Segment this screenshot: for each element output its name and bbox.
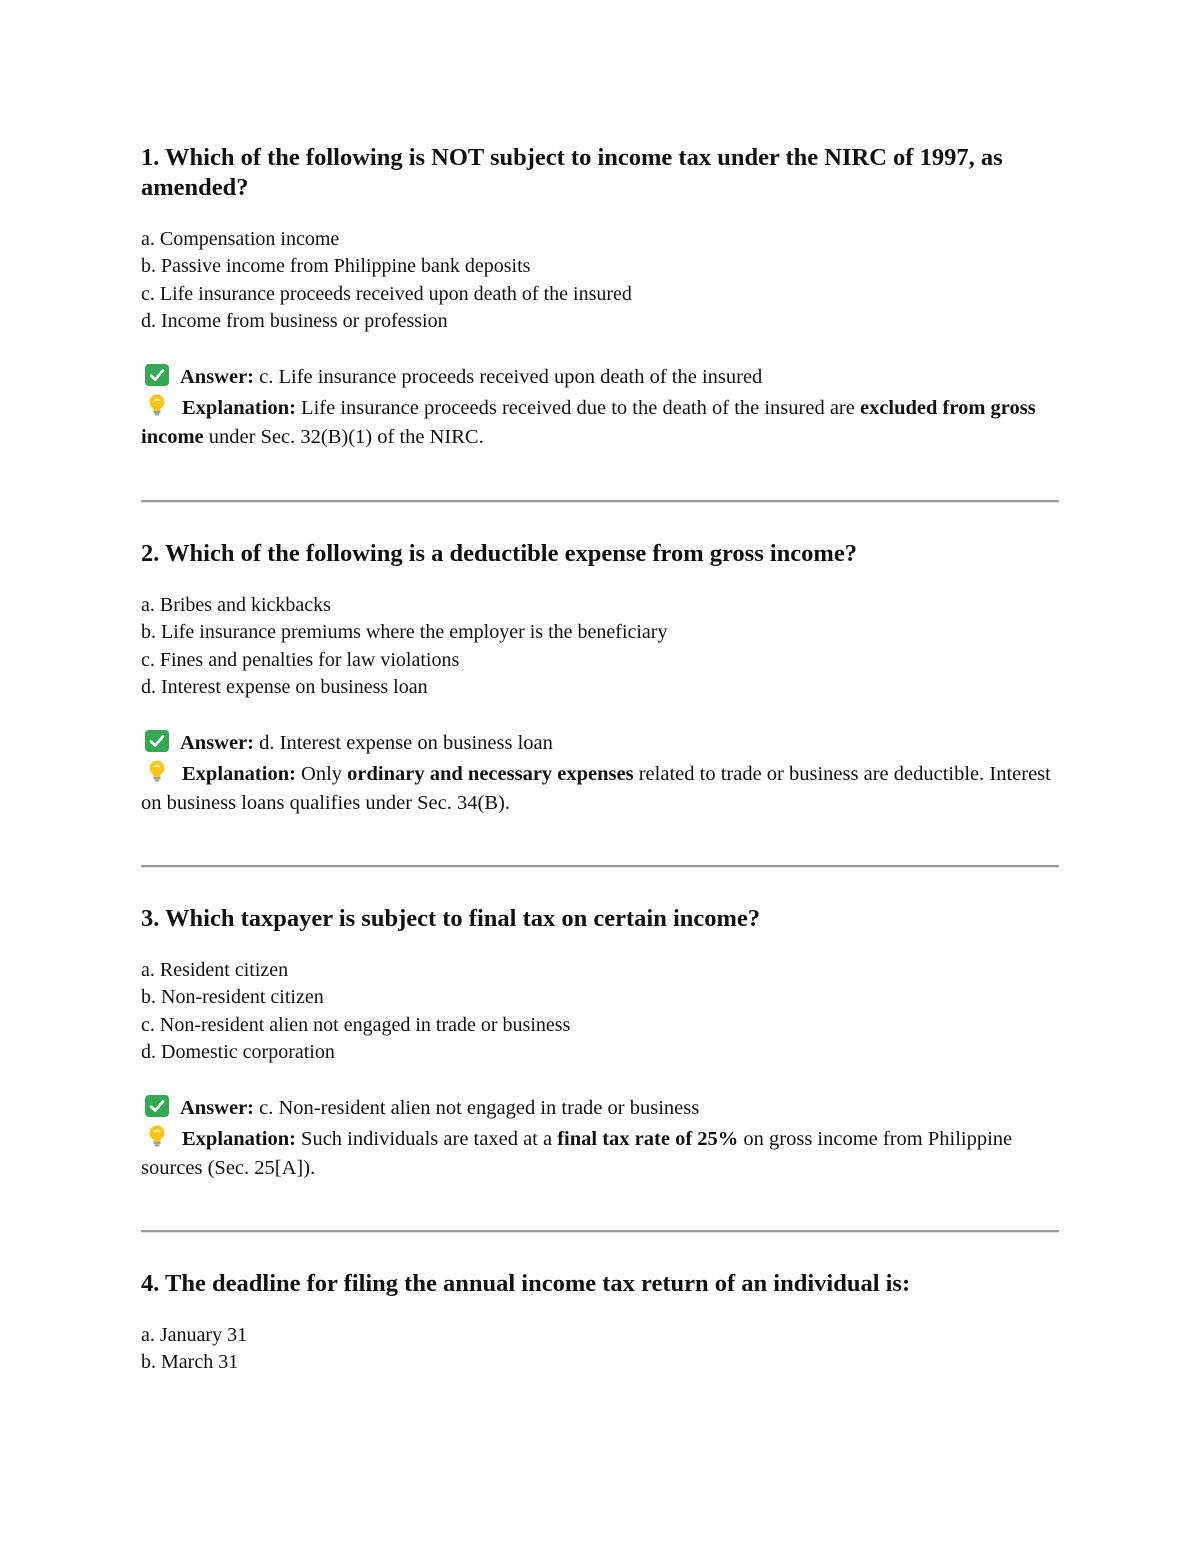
explanation-text-1: Only <box>295 762 348 785</box>
explanation-line <box>141 393 1059 453</box>
question-3 <box>141 904 1059 1184</box>
explanation-line <box>141 759 1059 819</box>
answer-text: c. Non-resident alien not engaged in trade or business <box>254 1097 700 1120</box>
option-c: c. Life insurance proceeds received upon death of the insured <box>141 282 632 305</box>
section-divider <box>141 1230 1059 1233</box>
explanation-line <box>141 1124 1059 1184</box>
question-2 <box>141 539 1059 819</box>
light-bulb-icon <box>146 393 168 417</box>
explanation-emphasis: final tax rate of 25% <box>557 1127 739 1150</box>
question-4 <box>141 1269 1059 1377</box>
option-d: d. Interest expense on business loan <box>141 675 428 698</box>
explanation-text-2: on gross income from Philippine sources (Sec. 25[A]). <box>141 1127 1013 1180</box>
section-divider <box>141 500 1059 503</box>
answer-block <box>141 729 1059 819</box>
section-divider <box>141 865 1059 868</box>
option-b: b. Life insurance premiums where the employer is the beneficiary <box>141 621 668 644</box>
option-b: b. Passive income from Philippine bank deposits <box>141 255 531 278</box>
answer-line <box>141 1094 1059 1124</box>
answer-text: d. Interest expense on business loan <box>254 732 553 755</box>
option-a: a. Resident citizen <box>141 959 289 981</box>
answer-line <box>141 729 1059 759</box>
explanation-label: Explanation: <box>182 396 296 419</box>
question-title: 3. Which taxpayer is subject to final tax on certain income? <box>141 905 761 932</box>
explanation-text-1: Life insurance proceeds received due to the death of the insured are <box>295 396 860 419</box>
option-a: a. January 31 <box>141 1324 248 1346</box>
option-list <box>141 957 1059 1066</box>
option-list <box>141 1322 1059 1377</box>
question-1 <box>141 143 1059 453</box>
option-list <box>141 592 1059 701</box>
answer-text: c. Life insurance proceeds received upon death of the insured <box>254 366 763 389</box>
answer-line <box>141 363 1059 393</box>
question-title: 4. The deadline for filing the annual income tax return of an individual is: <box>141 1270 911 1297</box>
answer-label: Answer: <box>180 366 255 389</box>
option-d: d. Income from business or profession <box>141 309 448 332</box>
light-bulb-icon <box>146 1124 168 1148</box>
option-a: a. Bribes and kickbacks <box>141 594 331 616</box>
explanation-label: Explanation: <box>182 762 296 785</box>
answer-block <box>141 1094 1059 1184</box>
option-list <box>141 226 1059 335</box>
option-c: c. Fines and penalties for law violations <box>141 648 460 671</box>
check-mark-icon <box>145 364 169 386</box>
explanation-text-1: Such individuals are taxed at a <box>295 1127 558 1150</box>
explanation-label: Explanation: <box>182 1127 296 1150</box>
answer-label: Answer: <box>180 1097 255 1120</box>
answer-label: Answer: <box>180 732 255 755</box>
option-b: b. Non-resident citizen <box>141 986 324 1009</box>
option-b: b. March 31 <box>141 1351 239 1374</box>
explanation-emphasis: ordinary and necessary expenses <box>347 762 634 785</box>
option-c: c. Non-resident alien not engaged in trade or business <box>141 1013 571 1036</box>
check-mark-icon <box>145 730 169 752</box>
answer-block <box>141 363 1059 453</box>
option-d: d. Domestic corporation <box>141 1040 335 1063</box>
light-bulb-icon <box>146 759 168 783</box>
explanation-text-2: related to trade or business are deductible. Interest on business loans qualifies under Sec. 34(B). <box>141 762 1051 815</box>
check-mark-icon <box>145 1095 169 1117</box>
explanation-text-2: under Sec. 32(B)(1) of the NIRC. <box>203 426 484 449</box>
explanation-emphasis: excluded from gross income <box>141 396 1036 449</box>
question-title: 2. Which of the following is a deductible expense from gross income? <box>141 540 857 567</box>
question-title: 1. Which of the following is NOT subject to income tax under the NIRC of 1997, as amended? <box>141 144 1003 201</box>
option-a: a. Compensation income <box>141 228 340 250</box>
